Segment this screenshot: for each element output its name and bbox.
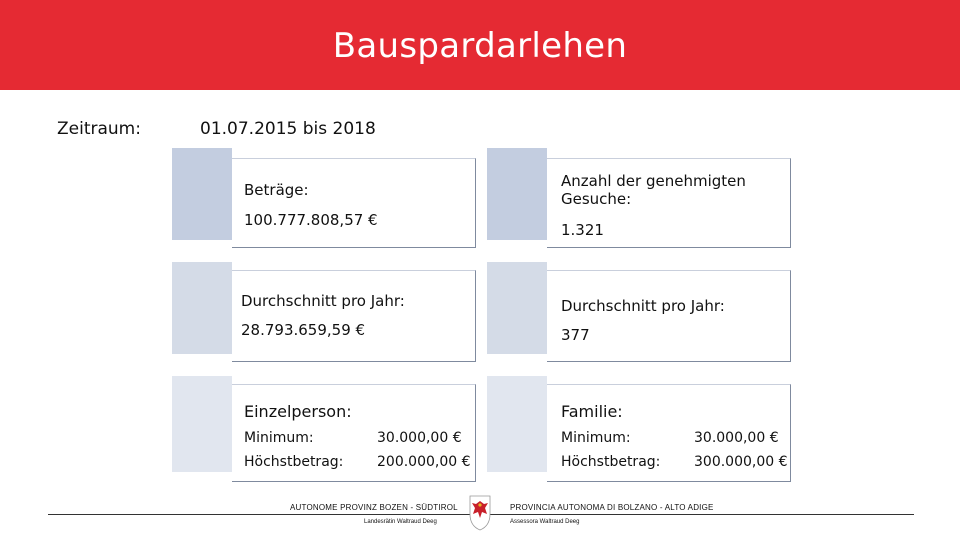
family-min-label: Minimum: <box>561 430 631 446</box>
amounts-label: Beträge: <box>244 181 309 199</box>
period-label: Zeitraum: <box>57 119 141 139</box>
single-person-tile <box>172 376 476 482</box>
title-banner <box>0 0 960 90</box>
tile-accent <box>172 148 232 240</box>
avg-count-label: Durchschnitt pro Jahr: <box>561 297 725 315</box>
single-min-label: Minimum: <box>244 430 314 446</box>
single-max-value: 200.000,00 € <box>377 454 471 470</box>
avg-amount-value: 28.793.659,59 € <box>241 321 366 339</box>
family-min-value: 30.000,00 € <box>694 430 779 446</box>
avg-amount-tile <box>172 262 476 362</box>
family-max-value: 300.000,00 € <box>694 454 788 470</box>
applications-value: 1.321 <box>561 221 604 239</box>
avg-count-tile <box>487 262 791 362</box>
tile-accent <box>172 262 232 354</box>
footer-right-org: PROVINCIA AUTONOMA DI BOLZANO - ALTO ADIGE <box>510 503 714 512</box>
family-tile <box>487 376 791 482</box>
coat-of-arms-icon <box>466 492 494 532</box>
family-title: Familie: <box>561 402 623 421</box>
period-value: 01.07.2015 bis 2018 <box>200 119 376 139</box>
footer-left-person: Landesrätin Waltraud Deeg <box>364 519 437 525</box>
single-max-label: Höchstbetrag: <box>244 454 344 470</box>
footer-left-org: AUTONOME PROVINZ BOZEN - SÜDTIROL <box>290 503 458 512</box>
applications-tile <box>487 148 791 248</box>
tile-accent <box>487 148 547 240</box>
avg-count-value: 377 <box>561 326 590 344</box>
single-title: Einzelperson: <box>244 402 352 421</box>
amounts-value: 100.777.808,57 € <box>244 211 378 229</box>
family-max-label: Höchstbetrag: <box>561 454 661 470</box>
applications-label: Anzahl der genehmigten Gesuche: <box>561 172 746 208</box>
tile-accent <box>172 376 232 472</box>
page-title: Bauspardarlehen <box>332 26 628 66</box>
footer-right-person: Assessora Waltraud Deeg <box>510 519 580 525</box>
single-min-value: 30.000,00 € <box>377 430 462 446</box>
tile-accent <box>487 376 547 472</box>
tile-accent <box>487 262 547 354</box>
amounts-tile <box>172 148 476 248</box>
avg-amount-label: Durchschnitt pro Jahr: <box>241 292 405 310</box>
